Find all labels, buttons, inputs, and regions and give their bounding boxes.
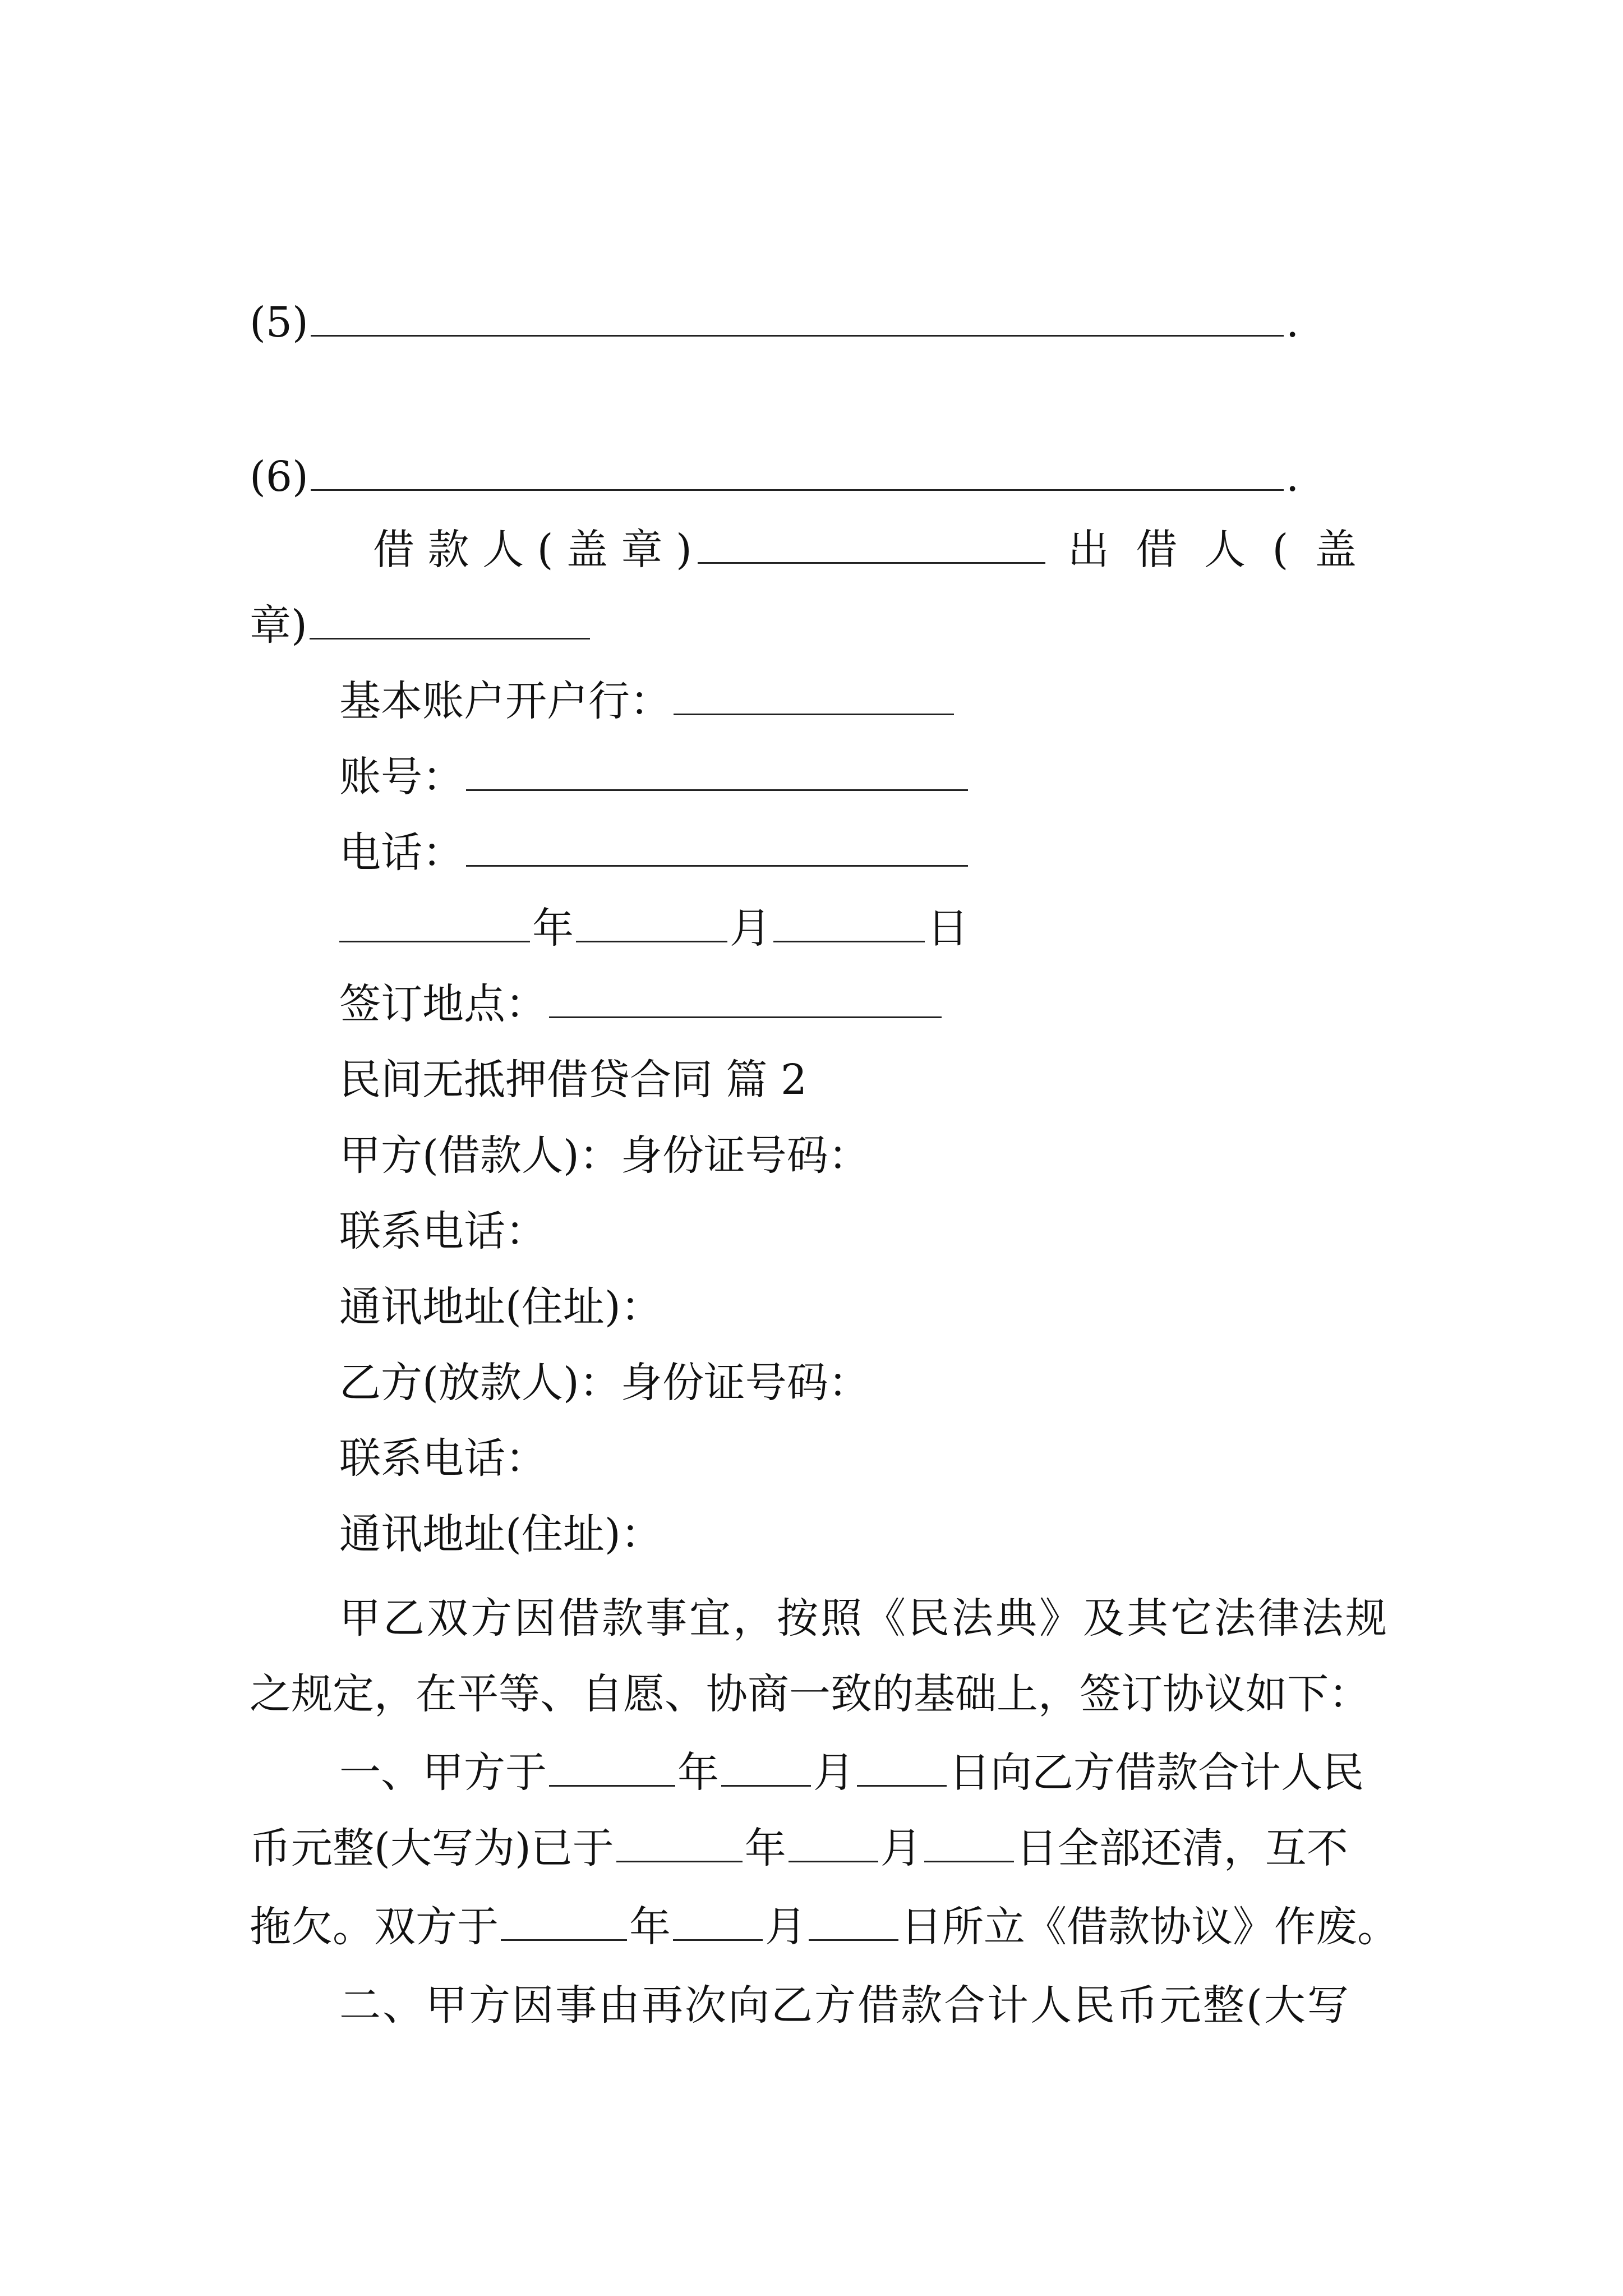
date-line [339,900,969,956]
bank-label: 基本账户开户行： [339,677,671,725]
month-blank [576,908,727,942]
clause-1-day-blank-3 [809,1907,898,1941]
lender-seal-label-cont: 章) [250,601,307,650]
bank-line [339,673,956,729]
lender-seal-blank [310,605,590,639]
clause-1-year-3: 年 [629,1903,671,1951]
clause-1-year-blank-2 [616,1828,743,1862]
clause-1-month-3: 月 [765,1903,806,1951]
borrower-seal-blank [698,530,1045,564]
clause-1-text-e: 币元整(大写为)已于 [250,1824,614,1872]
lender-seal-label: 出 借 人 ( 盖 [1067,526,1363,574]
clause-1-month-blank [721,1752,811,1787]
year-blank [339,908,530,942]
contract-2-title: 民间无抵押借贷合同 篇 2 [339,1056,808,1104]
clause-1-year: 年 [677,1749,719,1797]
item-5-label: (5) [250,298,308,347]
bank-blank [674,681,954,715]
signature-line [373,522,1363,578]
party-a-line: 甲方(借款人)：身份证号码： [339,1131,870,1180]
phone-line [339,825,970,881]
year-label: 年 [532,904,574,953]
clause-1-year-blank-3 [501,1907,627,1941]
account-label: 账号： [339,753,464,801]
clause-1-month-blank-2 [789,1828,878,1862]
day-label: 日 [927,904,969,953]
clause-1-text-l: 日所立《借款协议》作废。 [901,1903,1399,1951]
clause-1-text-i: 拖欠。双方于 [250,1903,499,1951]
party-a-address: 通讯地址(住址)： [339,1283,662,1331]
clause-1-day-blank [857,1752,947,1787]
clause-1-year-2: 年 [744,1824,786,1872]
clause-2-line-1: 二、甲方因事由再次向乙方借款合计人民币元整(大写 [339,1981,1350,2030]
day-blank [773,908,925,942]
party-a-phone: 联系电话： [339,1207,547,1255]
party-b-line: 乙方(放款人)：身份证号码： [339,1359,870,1407]
clause-1-line-2 [250,1820,1348,1876]
account-blank [466,757,968,791]
borrower-seal-label: 借 款 人 ( 盖 章 ) [373,526,692,574]
clause-1-text-a: 一、甲方于 [339,1749,547,1797]
clause-1-month-blank-3 [673,1907,763,1941]
month-label: 月 [730,904,771,953]
item-6-label: (6) [250,453,308,501]
item-5-blank [311,302,1284,337]
signature-line-2 [250,597,592,654]
phone-blank [466,832,968,867]
place-label: 签订地点： [339,980,547,1028]
account-line [339,749,970,805]
item-5-line [250,295,1299,351]
item-6-blank [311,457,1284,491]
clause-1-month: 月 [813,1749,855,1797]
item-6-period: . [1285,453,1299,501]
clause-1-line-1 [339,1745,1364,1801]
place-line [339,976,944,1032]
clause-1-text-d: 日向乙方借款合计人民 [949,1749,1364,1797]
intro-line-2: 之规定，在平等、自愿、协商一致的基础上，签订协议如下： [250,1670,1370,1718]
item-5-period: . [1285,298,1299,347]
clause-1-text-h: 日全部还清，互不 [1016,1824,1348,1872]
place-blank [549,984,942,1018]
clause-1-month-2: 月 [880,1824,922,1872]
clause-1-year-blank [549,1752,675,1787]
clause-1-line-3 [250,1899,1399,1955]
phone-label: 电话： [339,829,464,877]
item-6-line [250,449,1299,505]
party-b-address: 通讯地址(住址)： [339,1510,662,1558]
clause-1-day-blank-2 [924,1828,1014,1862]
party-b-phone: 联系电话： [339,1434,547,1483]
intro-line-1: 甲乙双方因借款事宜，按照《民法典》及其它法律法规 [339,1594,1389,1642]
